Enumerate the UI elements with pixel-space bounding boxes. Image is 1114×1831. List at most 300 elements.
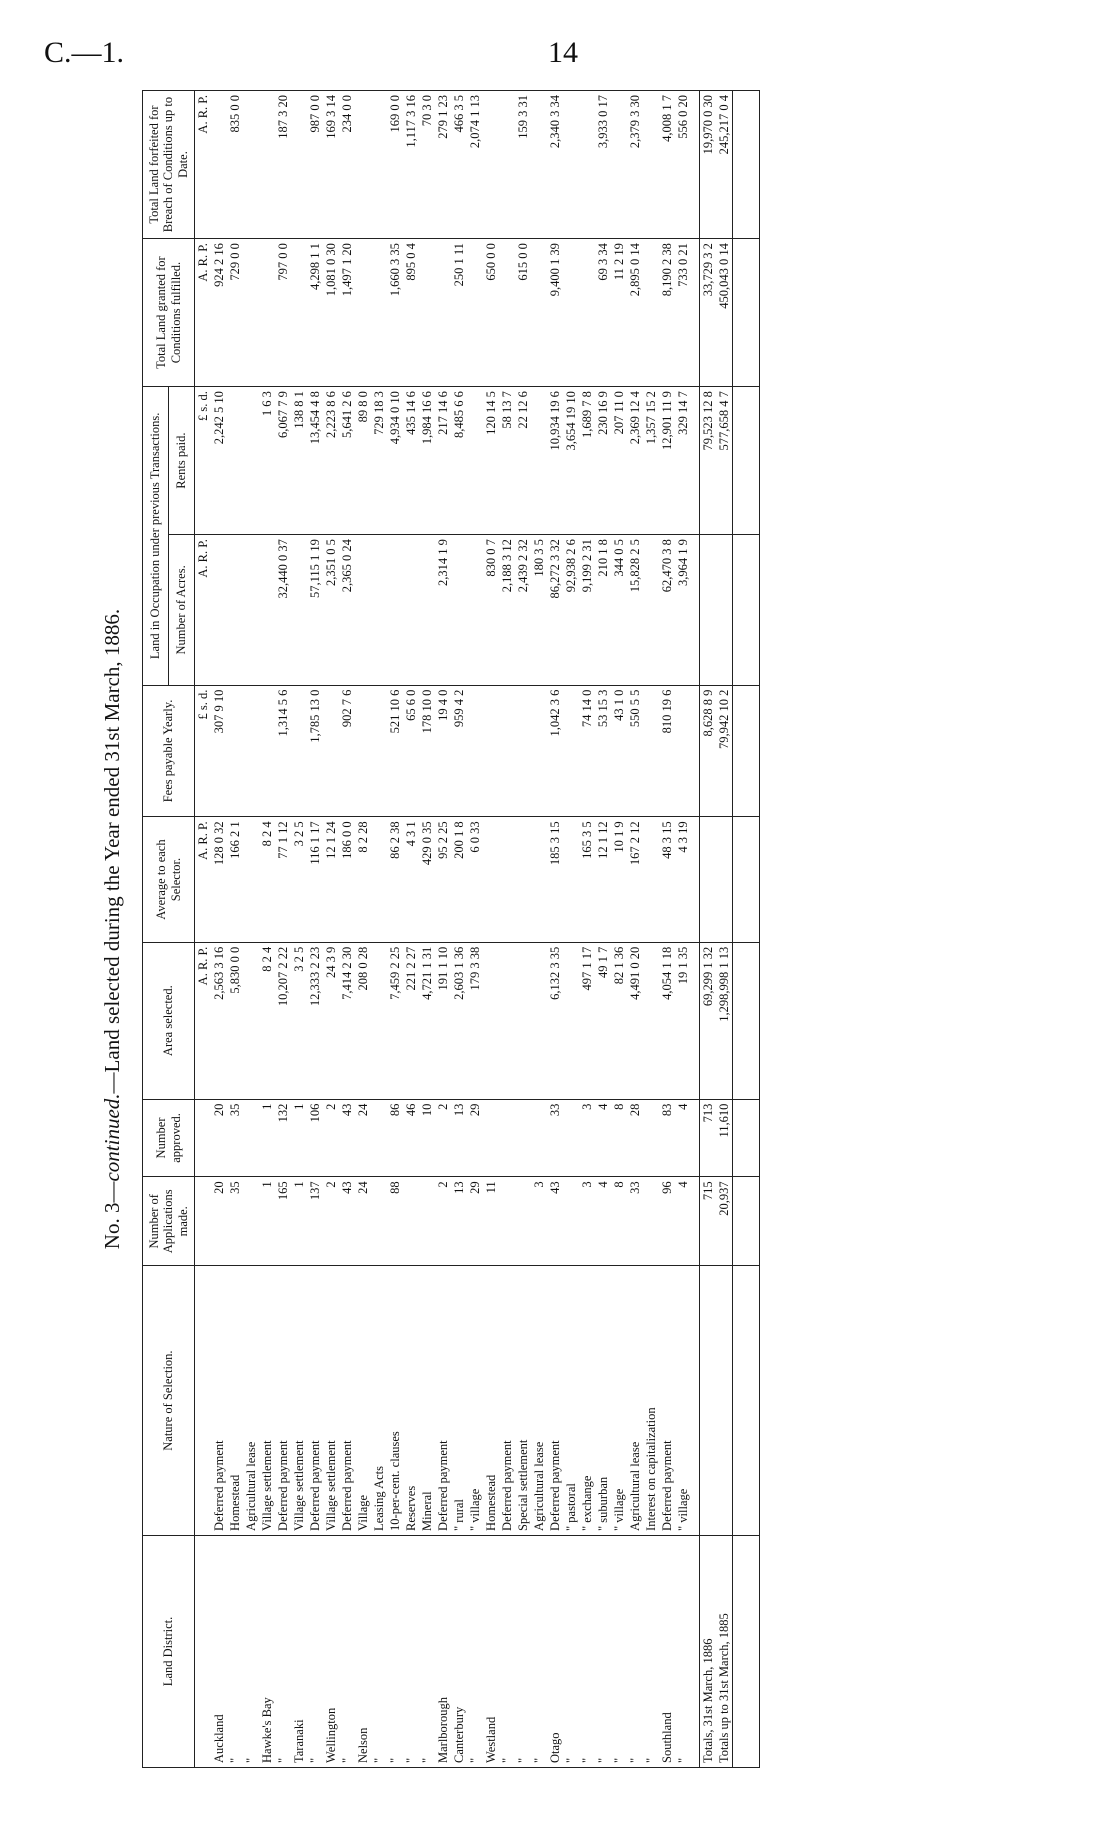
cell-area (243, 942, 259, 1099)
cell-average (371, 817, 387, 942)
cell-applications: 33 (627, 1177, 643, 1266)
cell-area (643, 942, 659, 1099)
cell-rents: 2,223 8 6 (323, 387, 339, 535)
cell-nature: Deferred payment (499, 1266, 515, 1536)
cell-average: 77 1 12 (275, 817, 291, 942)
cell-acres (227, 535, 243, 686)
cell-fees: 65 6 0 (403, 685, 419, 817)
cell-average: 185 3 15 (547, 817, 563, 942)
cell-district: Auckland (211, 1535, 227, 1767)
cell-forfeited: 245,217 0 4 (716, 91, 733, 239)
cell-nature: " village (611, 1266, 627, 1536)
cell-applications (243, 1177, 259, 1266)
cell-granted: 4,298 1 1 (307, 239, 323, 387)
cell-acres (211, 535, 227, 686)
cell-granted: 11 2 19 (611, 239, 627, 387)
cell-forfeited: 70 3 0 (419, 91, 435, 239)
cell-average (483, 817, 499, 942)
cell-approved: 33 (547, 1099, 563, 1177)
cell-granted (419, 239, 435, 387)
cell-forfeited: 987 0 0 (307, 91, 323, 239)
cell-forfeited (611, 91, 627, 239)
cell-average: 8 2 28 (355, 817, 371, 942)
cell-granted (259, 239, 275, 387)
cell-average (733, 817, 760, 942)
cell-granted: 250 1 11 (451, 239, 467, 387)
cell-area (531, 942, 547, 1099)
cell-granted: 733 0 21 (675, 239, 691, 387)
cell-granted: 450,043 0 14 (716, 239, 733, 387)
cell-fees (531, 685, 547, 817)
cell-fees: 178 10 0 (419, 685, 435, 817)
cell-granted: 650 0 0 (483, 239, 499, 387)
cell-fees (675, 685, 691, 817)
cell-applications: 29 (467, 1177, 483, 1266)
unit-acres: A. R. P. (195, 535, 212, 686)
table-row (259, 91, 275, 1768)
cell-rents: 1,984 16 6 (419, 387, 435, 535)
cell-granted: 1,081 0 30 (323, 239, 339, 387)
land-selected-table (142, 90, 760, 1768)
cell-area: 49 1 7 (595, 942, 611, 1099)
cell-granted (371, 239, 387, 387)
cell-district: Nelson (355, 1535, 371, 1767)
cell-average: 167 2 12 (627, 817, 643, 942)
cell-nature: Village settlement (323, 1266, 339, 1536)
cell-district: " (563, 1535, 579, 1767)
cell-acres: 210 1 8 (595, 535, 611, 686)
cell-average: 95 2 25 (435, 817, 451, 942)
cell-nature: " exchange (579, 1266, 595, 1536)
cell-forfeited: 159 3 31 (515, 91, 531, 239)
cell-forfeited: 2,379 3 30 (627, 91, 643, 239)
cell-forfeited (579, 91, 595, 239)
cell-applications: 4 (675, 1177, 691, 1266)
cell-rents: 13,454 4 8 (307, 387, 323, 535)
cell-applications: 8 (611, 1177, 627, 1266)
cell-rents: 435 14 6 (403, 387, 419, 535)
cell-district: Wellington (323, 1535, 339, 1767)
cell-applications: 1 (291, 1177, 307, 1266)
cell-area (371, 942, 387, 1099)
cell-approved (371, 1099, 387, 1177)
table-row (499, 91, 515, 1768)
table-row (243, 91, 259, 1768)
col-forfeited: Total Land forfeited for Breach of Conditions up to Date. (143, 91, 195, 239)
cell-acres (733, 535, 760, 686)
cell-applications: 1 (259, 1177, 275, 1266)
cell-area: 2,563 3 16 (211, 942, 227, 1099)
unit-forfeited: A. R. P. (195, 91, 212, 239)
cell-area: 221 2 27 (403, 942, 419, 1099)
cell-area: 191 1 10 (435, 942, 451, 1099)
cell-district: " (403, 1535, 419, 1767)
cell-area: 1,298,998 1 13 (716, 942, 733, 1099)
cell-fees: 959 4 2 (451, 685, 467, 817)
cell-granted: 924 2 16 (211, 239, 227, 387)
cell-approved (733, 1099, 760, 1177)
table-title (100, 90, 125, 1768)
cell-rents (531, 387, 547, 535)
cell-applications: 2 (435, 1177, 451, 1266)
cell-average (499, 817, 515, 942)
cell-forfeited (291, 91, 307, 239)
unit-area: A. R. P. (195, 942, 212, 1099)
cell-granted: 895 0 4 (403, 239, 419, 387)
cell-applications: 2 (323, 1177, 339, 1266)
cell-district: " (675, 1535, 691, 1767)
cell-forfeited (243, 91, 259, 239)
cell-forfeited: 835 0 0 (227, 91, 243, 239)
table-row (323, 91, 339, 1768)
cell-granted: 797 0 0 (275, 239, 291, 387)
cell-area: 69,299 1 32 (700, 942, 717, 1099)
cell-forfeited (643, 91, 659, 239)
table-row (483, 91, 499, 1768)
cell-applications (733, 1177, 760, 1266)
cell-fees (259, 685, 275, 817)
cell-district: " (627, 1535, 643, 1767)
cell-average: 12 1 12 (595, 817, 611, 942)
col-occupation: Land in Occupation under previous Transactions. (143, 387, 169, 686)
cell-rents: 89 8 0 (355, 387, 371, 535)
cell-average (716, 817, 733, 942)
cell-forfeited (355, 91, 371, 239)
cell-rents (733, 387, 760, 535)
cell-average: 3 2 5 (291, 817, 307, 942)
cell-fees: 79,942 10 2 (716, 685, 733, 817)
cell-acres: 15,828 2 5 (627, 535, 643, 686)
cell-district: " (643, 1535, 659, 1767)
cell-district: " (387, 1535, 403, 1767)
table-row (531, 91, 547, 1768)
cell-fees (291, 685, 307, 817)
cell-approved: 1 (291, 1099, 307, 1177)
cell-rents: 217 14 6 (435, 387, 451, 535)
cell-fees (563, 685, 579, 817)
cell-area: 7,414 2 30 (339, 942, 355, 1099)
cell-nature (733, 1266, 760, 1536)
cell-applications: 3 (531, 1177, 547, 1266)
cell-nature: Agricultural lease (243, 1266, 259, 1536)
table-row (355, 91, 371, 1768)
cell-rents: 230 16 9 (595, 387, 611, 535)
cell-area: 7,459 2 25 (387, 942, 403, 1099)
cell-nature: Village settlement (259, 1266, 275, 1536)
cell-forfeited (531, 91, 547, 239)
col-rents: Rents paid. (169, 387, 195, 535)
cell-average: 10 1 9 (611, 817, 627, 942)
cell-area (563, 942, 579, 1099)
cell-acres (700, 535, 717, 686)
cell-fees: 74 14 0 (579, 685, 595, 817)
cell-district: " (579, 1535, 595, 1767)
cell-approved: 20 (211, 1099, 227, 1177)
cell-average: 128 0 32 (211, 817, 227, 942)
cell-rents: 22 12 6 (515, 387, 531, 535)
cell-area (499, 942, 515, 1099)
cell-forfeited (733, 91, 760, 239)
cell-rents (227, 387, 243, 535)
cell-rents: 10,934 19 6 (547, 387, 563, 535)
cell-forfeited: 1,117 3 16 (403, 91, 419, 239)
table-row (419, 91, 435, 1768)
cell-granted: 729 0 0 (227, 239, 243, 387)
cell-approved: 713 (700, 1099, 717, 1177)
cell-nature: Deferred payment (339, 1266, 355, 1536)
cell-acres: 2,439 2 32 (515, 535, 531, 686)
cell-approved: 24 (355, 1099, 371, 1177)
cell-granted (467, 239, 483, 387)
cell-applications (563, 1177, 579, 1266)
cell-nature: " pastoral (563, 1266, 579, 1536)
cell-nature: Deferred payment (307, 1266, 323, 1536)
cell-applications: 20,937 (716, 1177, 733, 1266)
cell-forfeited: 169 3 14 (323, 91, 339, 239)
cell-nature: Village (355, 1266, 371, 1536)
cell-acres (643, 535, 659, 686)
cell-nature: Deferred payment (547, 1266, 563, 1536)
cell-fees: 902 7 6 (339, 685, 355, 817)
cell-district: Hawke's Bay (259, 1535, 275, 1767)
title-prefix: No. 3— (100, 1181, 124, 1250)
cell-applications (371, 1177, 387, 1266)
table-row (371, 91, 387, 1768)
units-row (195, 91, 212, 1768)
cell-acres (355, 535, 371, 686)
cell-nature: Homestead (483, 1266, 499, 1536)
cell-area: 3 2 5 (291, 942, 307, 1099)
cell-applications (515, 1177, 531, 1266)
cell-granted: 1,497 1 20 (339, 239, 355, 387)
cell-fees (371, 685, 387, 817)
title-continued: continued. (100, 1093, 124, 1182)
cell-forfeited (499, 91, 515, 239)
cell-applications (419, 1177, 435, 1266)
cell-approved: 43 (339, 1099, 355, 1177)
page-code: C.—1. (44, 36, 125, 69)
cell-applications: 3 (579, 1177, 595, 1266)
cell-granted (563, 239, 579, 387)
cell-area: 12,333 2 23 (307, 942, 323, 1099)
table-row (307, 91, 323, 1768)
cell-fees (499, 685, 515, 817)
cell-applications: 24 (355, 1177, 371, 1266)
table-row (515, 91, 531, 1768)
cell-applications (499, 1177, 515, 1266)
table-row (733, 91, 760, 1768)
cell-approved (499, 1099, 515, 1177)
cell-fees (643, 685, 659, 817)
cell-approved: 83 (659, 1099, 675, 1177)
cell-acres (403, 535, 419, 686)
cell-fees: 53 15 3 (595, 685, 611, 817)
cell-forfeited: 2,340 3 34 (547, 91, 563, 239)
cell-district: " (595, 1535, 611, 1767)
cell-district: " (275, 1535, 291, 1767)
cell-average: 186 0 0 (339, 817, 355, 942)
cell-fees (733, 685, 760, 817)
table-row (387, 91, 403, 1768)
cell-approved: 35 (227, 1099, 243, 1177)
cell-fees (323, 685, 339, 817)
cell-acres: 2,314 1 9 (435, 535, 451, 686)
cell-district: " (307, 1535, 323, 1767)
cell-rents: 4,934 0 10 (387, 387, 403, 535)
cell-area: 2,603 1 36 (451, 942, 467, 1099)
cell-nature: Deferred payment (275, 1266, 291, 1536)
cell-nature: Mineral (419, 1266, 435, 1536)
cell-nature: Reserves (403, 1266, 419, 1536)
cell-average: 116 1 17 (307, 817, 323, 942)
cell-acres: 344 0 5 (611, 535, 627, 686)
cell-nature: Deferred payment (435, 1266, 451, 1536)
cell-district: " (419, 1535, 435, 1767)
cell-applications: 96 (659, 1177, 675, 1266)
cell-district: " (339, 1535, 355, 1767)
cell-acres: 32,440 0 37 (275, 535, 291, 686)
cell-granted (579, 239, 595, 387)
table-row (595, 91, 611, 1768)
cell-applications: 4 (595, 1177, 611, 1266)
cell-granted: 1,660 3 35 (387, 239, 403, 387)
page-number: 14 (548, 36, 578, 69)
cell-fees: 307 9 10 (211, 685, 227, 817)
unit-rents: £ s. d. (195, 387, 212, 535)
cell-forfeited: 3,933 0 17 (595, 91, 611, 239)
cell-fees (515, 685, 531, 817)
cell-district: " (227, 1535, 243, 1767)
cell-area: 82 1 36 (611, 942, 627, 1099)
cell-nature: Interest on capitalization (643, 1266, 659, 1536)
cell-granted (355, 239, 371, 387)
table-body (195, 91, 760, 1768)
cell-rents: 207 11 0 (611, 387, 627, 535)
cell-fees (467, 685, 483, 817)
cell-district: Otago (547, 1535, 563, 1767)
cell-rents: 6,067 7 9 (275, 387, 291, 535)
cell-district: Westland (483, 1535, 499, 1767)
cell-granted (499, 239, 515, 387)
cell-area: 4,721 1 31 (419, 942, 435, 1099)
table-row (643, 91, 659, 1768)
table-row (339, 91, 355, 1768)
cell-approved (243, 1099, 259, 1177)
cell-approved: 2 (323, 1099, 339, 1177)
cell-forfeited (563, 91, 579, 239)
cell-rents: 1,689 7 8 (579, 387, 595, 535)
unit-granted: A. R. P. (195, 239, 212, 387)
cell-granted: 8,190 2 38 (659, 239, 675, 387)
cell-area: 4,491 0 20 (627, 942, 643, 1099)
cell-nature: Special settlement (515, 1266, 531, 1536)
cell-rents: 138 8 1 (291, 387, 307, 535)
cell-fees (243, 685, 259, 817)
unit-average: A. R. P. (195, 817, 212, 942)
cell-rents: 2,369 12 4 (627, 387, 643, 535)
cell-granted (531, 239, 547, 387)
cell-nature: 10-per-cent. clauses (387, 1266, 403, 1536)
cell-granted (643, 239, 659, 387)
cell-fees (355, 685, 371, 817)
cell-applications: 43 (339, 1177, 355, 1266)
cell-rents: 120 14 5 (483, 387, 499, 535)
col-nature: Nature of Selection. (143, 1266, 195, 1536)
cell-area: 5,830 0 0 (227, 942, 243, 1099)
cell-rents: 8,485 6 6 (451, 387, 467, 535)
cell-rents: 58 13 7 (499, 387, 515, 535)
cell-fees (227, 685, 243, 817)
cell-nature: Deferred payment (211, 1266, 227, 1536)
table-row (211, 91, 227, 1768)
cell-average: 429 0 35 (419, 817, 435, 942)
cell-area: 24 3 9 (323, 942, 339, 1099)
cell-district: " (371, 1535, 387, 1767)
cell-acres: 92,938 2 6 (563, 535, 579, 686)
table-row (579, 91, 595, 1768)
cell-area: 497 1 17 (579, 942, 595, 1099)
cell-rents: 79,523 12 8 (700, 387, 717, 535)
table-row (700, 91, 717, 1768)
cell-district: Southland (659, 1535, 675, 1767)
col-fees: Fees payable Yearly. (143, 685, 195, 817)
cell-nature (716, 1266, 733, 1536)
cell-applications: 715 (700, 1177, 717, 1266)
cell-approved (515, 1099, 531, 1177)
cell-approved: 29 (467, 1099, 483, 1177)
cell-average: 48 3 15 (659, 817, 675, 942)
cell-rents (243, 387, 259, 535)
cell-district: " (611, 1535, 627, 1767)
table-row (627, 91, 643, 1768)
cell-fees: 1,042 3 6 (547, 685, 563, 817)
cell-nature: Agricultural lease (627, 1266, 643, 1536)
cell-average (243, 817, 259, 942)
cell-average: 8 2 4 (259, 817, 275, 942)
cell-fees: 19 4 0 (435, 685, 451, 817)
cell-applications: 35 (227, 1177, 243, 1266)
cell-average (531, 817, 547, 942)
cell-district: " (243, 1535, 259, 1767)
cell-average: 4 3 1 (403, 817, 419, 942)
cell-nature: Village settlement (291, 1266, 307, 1536)
cell-approved: 106 (307, 1099, 323, 1177)
cell-forfeited: 187 3 20 (275, 91, 291, 239)
cell-approved: 11,610 (716, 1099, 733, 1177)
col-area: Area selected. (143, 942, 195, 1099)
cell-fees: 43 1 0 (611, 685, 627, 817)
cell-applications: 20 (211, 1177, 227, 1266)
cell-acres: 3,964 1 9 (675, 535, 691, 686)
col-district: Land District. (143, 1535, 195, 1767)
cell-forfeited: 556 0 20 (675, 91, 691, 239)
cell-rents: 329 14 7 (675, 387, 691, 535)
table-row (611, 91, 627, 1768)
cell-rents: 577,658 4 7 (716, 387, 733, 535)
table-row (275, 91, 291, 1768)
cell-approved: 10 (419, 1099, 435, 1177)
cell-average (643, 817, 659, 942)
rotated-table-page (100, 90, 1100, 1768)
cell-approved: 28 (627, 1099, 643, 1177)
cell-average: 4 3 19 (675, 817, 691, 942)
cell-approved (483, 1099, 499, 1177)
cell-acres (243, 535, 259, 686)
table-row (563, 91, 579, 1768)
spacer-row (691, 91, 700, 1768)
unit-fees: £ s. d. (195, 685, 212, 817)
cell-district: " (515, 1535, 531, 1767)
